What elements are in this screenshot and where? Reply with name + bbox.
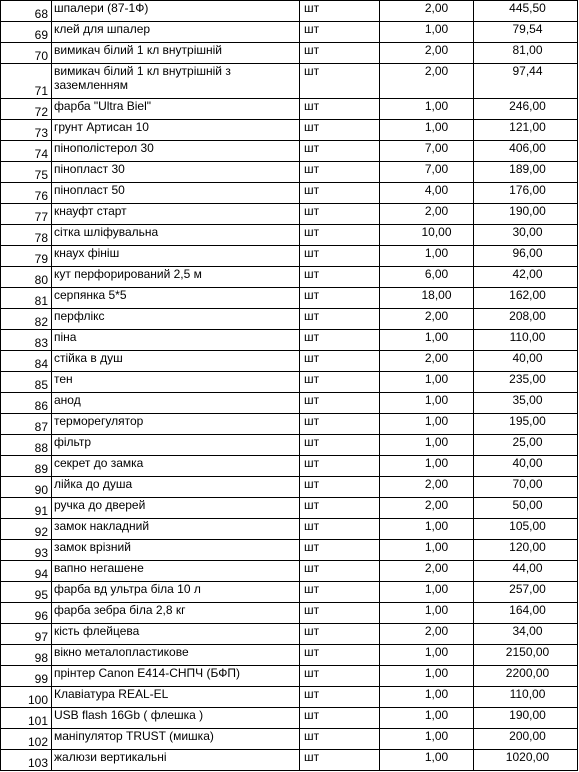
unit-cell[interactable]: шт (300, 1, 380, 22)
item-name-cell[interactable]: вікно металопластикове (52, 645, 300, 666)
price-cell[interactable]: 105,00 (474, 519, 578, 540)
unit-cell[interactable]: шт (300, 246, 380, 267)
unit-cell[interactable]: шт (300, 204, 380, 225)
table-row (1, 288, 578, 309)
item-name-cell[interactable]: пінопласт 50 (52, 183, 300, 204)
unit-cell[interactable]: шт (300, 498, 380, 519)
row-number-cell[interactable]: 101 (1, 708, 52, 729)
unit-cell[interactable]: шт (300, 99, 380, 120)
price-cell[interactable]: 246,00 (474, 99, 578, 120)
row-number-cell[interactable]: 89 (1, 456, 52, 477)
unit-cell[interactable]: шт (300, 708, 380, 729)
quantity-cell[interactable]: 1,00 (380, 540, 474, 561)
unit-cell[interactable]: шт (300, 561, 380, 582)
quantity-cell[interactable]: 1,00 (380, 372, 474, 393)
table-row (1, 414, 578, 435)
item-name-cell[interactable]: пінополістерол 30 (52, 141, 300, 162)
table-row (1, 43, 578, 64)
item-name-cell[interactable]: фарба вд ультра біла 10 л (52, 582, 300, 603)
unit-cell[interactable]: шт (300, 435, 380, 456)
quantity-cell[interactable]: 1,00 (380, 435, 474, 456)
price-cell[interactable]: 121,00 (474, 120, 578, 141)
quantity-cell[interactable]: 1,00 (380, 666, 474, 687)
table-row (1, 708, 578, 729)
table-row (1, 435, 578, 456)
price-cell[interactable]: 50,00 (474, 498, 578, 519)
table-row (1, 64, 578, 99)
quantity-cell[interactable]: 1,00 (380, 729, 474, 750)
item-name-cell[interactable]: кнауфт старт (52, 204, 300, 225)
row-number-cell[interactable]: 82 (1, 309, 52, 330)
quantity-cell[interactable]: 6,00 (380, 267, 474, 288)
price-cell[interactable]: 40,00 (474, 456, 578, 477)
quantity-cell[interactable]: 2,00 (380, 204, 474, 225)
item-name-cell[interactable]: кість флейцева (52, 624, 300, 645)
row-number-cell[interactable]: 94 (1, 561, 52, 582)
table-row (1, 477, 578, 498)
item-name-cell[interactable]: замок врізний (52, 540, 300, 561)
table-row (1, 582, 578, 603)
unit-cell[interactable]: шт (300, 267, 380, 288)
unit-cell[interactable]: шт (300, 141, 380, 162)
quantity-cell[interactable]: 7,00 (380, 141, 474, 162)
table-row (1, 498, 578, 519)
row-number-cell[interactable]: 96 (1, 603, 52, 624)
quantity-cell[interactable]: 1,00 (380, 603, 474, 624)
item-name-cell[interactable]: прінтер Canon E414-СНПЧ (БФП) (52, 666, 300, 687)
row-number-cell[interactable]: 97 (1, 624, 52, 645)
row-number-cell[interactable]: 78 (1, 225, 52, 246)
item-name-cell[interactable]: кут перфорирований 2,5 м (52, 267, 300, 288)
row-number-cell[interactable]: 85 (1, 372, 52, 393)
unit-cell[interactable]: шт (300, 183, 380, 204)
item-name-cell[interactable]: фарба "Ultra Biel" (52, 99, 300, 120)
row-number-cell[interactable]: 103 (1, 750, 52, 771)
table-row (1, 351, 578, 372)
quantity-cell[interactable]: 2,00 (380, 43, 474, 64)
row-number-cell[interactable]: 93 (1, 540, 52, 561)
item-name-cell[interactable]: анод (52, 393, 300, 414)
quantity-cell[interactable]: 1,00 (380, 120, 474, 141)
price-cell[interactable]: 35,00 (474, 393, 578, 414)
quantity-cell[interactable]: 2,00 (380, 477, 474, 498)
item-name-cell[interactable]: грунт Артисан 10 (52, 120, 300, 141)
unit-cell[interactable]: шт (300, 225, 380, 246)
quantity-cell[interactable]: 7,00 (380, 162, 474, 183)
price-cell[interactable]: 190,00 (474, 204, 578, 225)
price-cell[interactable]: 97,44 (474, 64, 578, 99)
price-cell[interactable]: 42,00 (474, 267, 578, 288)
row-number-cell[interactable]: 95 (1, 582, 52, 603)
table-row (1, 225, 578, 246)
unit-cell[interactable]: шт (300, 309, 380, 330)
price-cell[interactable]: 30,00 (474, 225, 578, 246)
quantity-cell[interactable]: 10,00 (380, 225, 474, 246)
quantity-cell[interactable]: 4,00 (380, 183, 474, 204)
row-number-cell[interactable]: 90 (1, 477, 52, 498)
table-row (1, 624, 578, 645)
table-row (1, 1, 578, 22)
unit-cell[interactable]: шт (300, 22, 380, 43)
quantity-cell[interactable]: 1,00 (380, 246, 474, 267)
table-row (1, 456, 578, 477)
quantity-cell[interactable]: 1,00 (380, 750, 474, 771)
unit-cell[interactable]: шт (300, 624, 380, 645)
price-cell[interactable]: 1020,00 (474, 750, 578, 771)
price-cell[interactable]: 25,00 (474, 435, 578, 456)
unit-cell[interactable]: шт (300, 414, 380, 435)
unit-cell[interactable]: шт (300, 330, 380, 351)
row-number-cell[interactable]: 79 (1, 246, 52, 267)
unit-cell[interactable]: шт (300, 582, 380, 603)
unit-cell[interactable]: шт (300, 43, 380, 64)
item-name-cell[interactable]: секрет до замка (52, 456, 300, 477)
quantity-cell[interactable]: 1,00 (380, 582, 474, 603)
table-row (1, 162, 578, 183)
quantity-cell[interactable]: 2,00 (380, 1, 474, 22)
price-cell[interactable]: 257,00 (474, 582, 578, 603)
unit-cell[interactable]: шт (300, 456, 380, 477)
quantity-cell[interactable]: 2,00 (380, 498, 474, 519)
row-number-cell[interactable]: 69 (1, 22, 52, 43)
price-cell[interactable]: 195,00 (474, 414, 578, 435)
price-cell[interactable]: 208,00 (474, 309, 578, 330)
table-row (1, 519, 578, 540)
price-cell[interactable]: 235,00 (474, 372, 578, 393)
item-name-cell[interactable]: фарба зебра біла 2,8 кг (52, 603, 300, 624)
unit-cell[interactable]: шт (300, 162, 380, 183)
table-row (1, 393, 578, 414)
row-number-cell[interactable]: 83 (1, 330, 52, 351)
quantity-cell[interactable]: 2,00 (380, 624, 474, 645)
unit-cell[interactable]: шт (300, 64, 380, 99)
quantity-cell[interactable]: 1,00 (380, 687, 474, 708)
table-row (1, 183, 578, 204)
price-cell[interactable]: 70,00 (474, 477, 578, 498)
table-row (1, 666, 578, 687)
table-row (1, 540, 578, 561)
row-number-cell[interactable]: 84 (1, 351, 52, 372)
item-name-cell[interactable]: вимикач білий 1 кл внутрішній (52, 43, 300, 64)
unit-cell[interactable]: шт (300, 687, 380, 708)
price-cell[interactable]: 200,00 (474, 729, 578, 750)
price-cell[interactable]: 34,00 (474, 624, 578, 645)
table-row (1, 687, 578, 708)
item-name-cell[interactable]: перфлікс (52, 309, 300, 330)
item-name-cell[interactable]: клей для шпалер (52, 22, 300, 43)
table-row (1, 645, 578, 666)
price-cell[interactable]: 81,00 (474, 43, 578, 64)
price-cell[interactable]: 120,00 (474, 540, 578, 561)
item-name-cell[interactable]: вапно негашене (52, 561, 300, 582)
quantity-cell[interactable]: 1,00 (380, 456, 474, 477)
row-number-cell[interactable]: 76 (1, 183, 52, 204)
row-number-cell[interactable]: 91 (1, 498, 52, 519)
row-number-cell[interactable]: 68 (1, 1, 52, 22)
table-row (1, 22, 578, 43)
unit-cell[interactable]: шт (300, 666, 380, 687)
quantity-cell[interactable]: 1,00 (380, 645, 474, 666)
items-table-body (1, 1, 578, 771)
row-number-cell[interactable]: 77 (1, 204, 52, 225)
table-row (1, 561, 578, 582)
row-number-cell[interactable]: 88 (1, 435, 52, 456)
row-number-cell[interactable]: 75 (1, 162, 52, 183)
item-name-cell[interactable]: тен (52, 372, 300, 393)
row-number-cell[interactable]: 73 (1, 120, 52, 141)
table-row (1, 750, 578, 771)
price-cell[interactable]: 2200,00 (474, 666, 578, 687)
price-cell[interactable]: 406,00 (474, 141, 578, 162)
quantity-cell[interactable]: 1,00 (380, 22, 474, 43)
row-number-cell[interactable]: 70 (1, 43, 52, 64)
unit-cell[interactable]: шт (300, 729, 380, 750)
table-row (1, 141, 578, 162)
unit-cell[interactable]: шт (300, 645, 380, 666)
row-number-cell[interactable]: 86 (1, 393, 52, 414)
quantity-cell[interactable]: 1,00 (380, 393, 474, 414)
unit-cell[interactable]: шт (300, 540, 380, 561)
unit-cell[interactable]: шт (300, 120, 380, 141)
quantity-cell[interactable]: 2,00 (380, 561, 474, 582)
item-name-cell[interactable]: стійка в душ (52, 351, 300, 372)
row-number-cell[interactable]: 98 (1, 645, 52, 666)
quantity-cell[interactable]: 1,00 (380, 414, 474, 435)
price-cell[interactable]: 40,00 (474, 351, 578, 372)
row-number-cell[interactable]: 87 (1, 414, 52, 435)
table-row (1, 372, 578, 393)
table-row (1, 99, 578, 120)
row-number-cell[interactable]: 74 (1, 141, 52, 162)
price-cell[interactable]: 176,00 (474, 183, 578, 204)
item-name-cell[interactable]: серпянка 5*5 (52, 288, 300, 309)
table-row (1, 603, 578, 624)
price-cell[interactable]: 110,00 (474, 687, 578, 708)
quantity-cell[interactable]: 2,00 (380, 64, 474, 99)
item-name-cell[interactable]: замок накладний (52, 519, 300, 540)
price-cell[interactable]: 189,00 (474, 162, 578, 183)
table-row (1, 309, 578, 330)
price-cell[interactable]: 110,00 (474, 330, 578, 351)
item-name-cell[interactable]: Клавіатура REAL-EL (52, 687, 300, 708)
price-cell[interactable]: 44,00 (474, 561, 578, 582)
quantity-cell[interactable]: 1,00 (380, 99, 474, 120)
item-name-cell[interactable]: жалюзи вертикальні (52, 750, 300, 771)
table-row (1, 729, 578, 750)
item-name-cell[interactable]: шпалери (87-1Ф) (52, 1, 300, 22)
item-name-cell[interactable]: піна (52, 330, 300, 351)
price-cell[interactable]: 79,54 (474, 22, 578, 43)
price-cell[interactable]: 445,50 (474, 1, 578, 22)
unit-cell[interactable]: шт (300, 372, 380, 393)
price-cell[interactable]: 96,00 (474, 246, 578, 267)
item-name-cell[interactable]: сітка шліфувальна (52, 225, 300, 246)
quantity-cell[interactable]: 18,00 (380, 288, 474, 309)
quantity-cell[interactable]: 2,00 (380, 309, 474, 330)
quantity-cell[interactable]: 1,00 (380, 330, 474, 351)
price-cell[interactable]: 164,00 (474, 603, 578, 624)
unit-cell[interactable]: шт (300, 393, 380, 414)
quantity-cell[interactable]: 2,00 (380, 351, 474, 372)
item-name-cell[interactable]: USB flash 16Gb ( флешка ) (52, 708, 300, 729)
item-name-cell[interactable]: вимикач білий 1 кл внутрішній з заземленням (52, 64, 300, 99)
row-number-cell[interactable]: 72 (1, 99, 52, 120)
price-cell[interactable]: 2150,00 (474, 645, 578, 666)
price-cell[interactable]: 162,00 (474, 288, 578, 309)
table-row (1, 120, 578, 141)
row-number-cell[interactable]: 80 (1, 267, 52, 288)
item-name-cell[interactable]: пінопласт 30 (52, 162, 300, 183)
unit-cell[interactable]: шт (300, 750, 380, 771)
table-row (1, 267, 578, 288)
row-number-cell[interactable]: 92 (1, 519, 52, 540)
quantity-cell[interactable]: 1,00 (380, 708, 474, 729)
table-row (1, 204, 578, 225)
item-name-cell[interactable]: маніпулятор TRUST (мишка) (52, 729, 300, 750)
row-number-cell[interactable]: 99 (1, 666, 52, 687)
quantity-cell[interactable]: 1,00 (380, 519, 474, 540)
unit-cell[interactable]: шт (300, 288, 380, 309)
row-number-cell[interactable]: 81 (1, 288, 52, 309)
row-number-cell[interactable]: 100 (1, 687, 52, 708)
unit-cell[interactable]: шт (300, 351, 380, 372)
item-name-cell[interactable]: лійка до душа (52, 477, 300, 498)
row-number-cell[interactable]: 71 (1, 64, 52, 99)
row-number-cell[interactable]: 102 (1, 729, 52, 750)
item-name-cell[interactable]: фільтр (52, 435, 300, 456)
unit-cell[interactable]: шт (300, 519, 380, 540)
table-row (1, 330, 578, 351)
price-cell[interactable]: 190,00 (474, 708, 578, 729)
item-name-cell[interactable]: ручка до дверей (52, 498, 300, 519)
unit-cell[interactable]: шт (300, 603, 380, 624)
item-name-cell[interactable]: терморегулятор (52, 414, 300, 435)
unit-cell[interactable]: шт (300, 477, 380, 498)
table-row (1, 246, 578, 267)
item-name-cell[interactable]: кнаух фініш (52, 246, 300, 267)
